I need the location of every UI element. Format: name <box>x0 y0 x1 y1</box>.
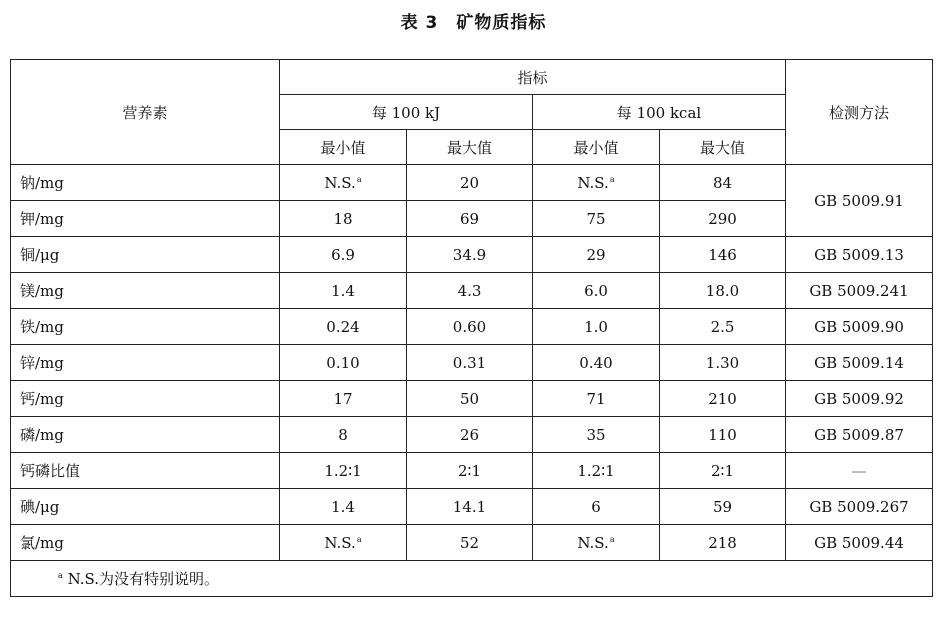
kcal-min-cell <box>533 273 660 309</box>
nutrient-header: 营养素 <box>11 60 280 165</box>
kj-min-cell <box>280 453 407 489</box>
kcal-min-cell-value: 71 <box>586 389 606 408</box>
kj-min-header: 最小值 <box>280 130 407 165</box>
kcal-max-cell <box>660 201 786 237</box>
kcal-max-cell <box>660 273 786 309</box>
table-row <box>11 525 933 561</box>
kcal-max-cell-value: 1.30 <box>705 353 740 372</box>
kcal-min-cell-value: N.S. <box>577 173 609 192</box>
kcal-max-cell-value: 84 <box>712 173 733 192</box>
footnote-marker: a <box>356 534 362 544</box>
kj-max-cell <box>407 309 533 345</box>
kj-max-cell <box>407 165 533 201</box>
table-row <box>11 453 933 489</box>
kj-min-cell-value: 8 <box>338 425 348 444</box>
method-header: 检测方法 <box>786 60 933 165</box>
kj-min-cell-value: 1.4 <box>331 497 355 516</box>
kj-max-cell-value: 4.3 <box>457 281 482 300</box>
kcal-max-cell <box>660 417 786 453</box>
kj-max-cell <box>407 201 533 237</box>
kcal-max-cell-value: 210 <box>708 389 737 408</box>
table-row <box>11 381 933 417</box>
method-cell: GB 5009.267 <box>786 489 933 525</box>
nutrient-name: 钙磷比值 <box>11 453 280 489</box>
kcal-min-cell-value: 35 <box>586 425 606 444</box>
kcal-min-cell <box>533 453 660 489</box>
kcal-max-cell-value: 146 <box>708 245 737 264</box>
mineral-indicator-table <box>10 59 933 597</box>
footnote-marker: a <box>609 174 615 184</box>
nutrient-name: 锌/mg <box>11 345 280 381</box>
kcal-min-cell-value: 6 <box>591 497 601 516</box>
kj-max-cell <box>407 381 533 417</box>
kj-min-cell <box>280 237 407 273</box>
per-100kj-header: 每 100 kJ <box>280 95 533 130</box>
kcal-min-cell <box>533 417 660 453</box>
kcal-min-cell <box>533 201 660 237</box>
kj-min-cell-value: 17 <box>333 389 353 408</box>
kcal-max-cell <box>660 237 786 273</box>
kcal-max-cell-value: 290 <box>708 209 737 228</box>
kj-max-cell <box>407 417 533 453</box>
kj-min-cell <box>280 417 407 453</box>
nutrient-name: 磷/mg <box>11 417 280 453</box>
nutrient-name: 碘/μg <box>11 489 280 525</box>
kcal-min-cell-value: 6.0 <box>584 281 608 300</box>
table-title: 表 3 矿物质指标 <box>400 13 547 33</box>
footnote-marker: a <box>609 534 615 544</box>
kj-min-cell <box>280 489 407 525</box>
table-row <box>11 309 933 345</box>
kj-max-cell-value: 26 <box>459 425 480 444</box>
kj-min-cell <box>280 273 407 309</box>
kj-max-header: 最大值 <box>407 130 533 165</box>
kcal-max-cell <box>660 489 786 525</box>
kj-max-cell <box>407 345 533 381</box>
kcal-min-cell <box>533 381 660 417</box>
kj-min-cell-value: N.S. <box>324 533 356 552</box>
kcal-min-cell <box>533 489 660 525</box>
nutrient-name: 镁/mg <box>11 273 280 309</box>
kj-min-cell <box>280 201 407 237</box>
kj-max-cell <box>407 489 533 525</box>
method-cell: GB 5009.87 <box>786 417 933 453</box>
kcal-max-cell-value: 59 <box>712 497 733 516</box>
nutrient-name: 钾/mg <box>11 201 280 237</box>
kcal-min-cell-value: 1.0 <box>584 317 608 336</box>
kcal-max-cell <box>660 525 786 561</box>
nutrient-name: 钙/mg <box>11 381 280 417</box>
kcal-min-cell <box>533 309 660 345</box>
kj-min-cell <box>280 345 407 381</box>
kj-max-cell <box>407 525 533 561</box>
kcal-max-cell <box>660 345 786 381</box>
kcal-min-cell <box>533 525 660 561</box>
kj-min-cell-value: 1.4 <box>331 281 355 300</box>
table-row <box>11 345 933 381</box>
nutrient-name: 铁/mg <box>11 309 280 345</box>
nutrient-name: 氯/mg <box>11 525 280 561</box>
kj-min-cell <box>280 165 407 201</box>
kcal-min-cell <box>533 237 660 273</box>
kcal-min-cell-value: 0.40 <box>579 353 613 372</box>
kcal-max-cell-value: 110 <box>708 425 737 444</box>
kcal-max-cell-value: 2∶1 <box>711 461 734 480</box>
kcal-max-cell-value: 18.0 <box>705 281 740 300</box>
kcal-max-header: 最大值 <box>660 130 786 165</box>
kj-max-cell-value: 34.9 <box>452 245 487 264</box>
kj-max-cell-value: 0.31 <box>452 353 487 372</box>
kj-max-cell <box>407 273 533 309</box>
kj-max-cell-value: 0.60 <box>452 317 487 336</box>
kcal-max-cell <box>660 309 786 345</box>
footnote-row <box>11 561 933 597</box>
kj-max-cell-value: 69 <box>459 209 480 228</box>
nutrient-name: 钠/mg <box>11 165 280 201</box>
footnote-marker: a <box>356 174 362 184</box>
kj-max-cell <box>407 453 533 489</box>
method-cell: GB 5009.92 <box>786 381 933 417</box>
kcal-max-cell <box>660 381 786 417</box>
kj-min-cell <box>280 525 407 561</box>
table-row <box>11 165 933 201</box>
table-row <box>11 273 933 309</box>
kcal-max-cell <box>660 453 786 489</box>
kcal-min-cell-value: 75 <box>586 209 606 228</box>
kcal-max-cell-value: 218 <box>708 533 737 552</box>
kj-min-cell-value: 18 <box>333 209 353 228</box>
table-row <box>11 237 933 273</box>
kcal-min-cell <box>533 345 660 381</box>
kcal-min-cell-value: N.S. <box>577 533 609 552</box>
kj-max-cell <box>407 237 533 273</box>
kj-min-cell <box>280 381 407 417</box>
kj-min-cell-value: 0.10 <box>326 353 360 372</box>
kj-min-cell-value: 6.9 <box>331 245 355 264</box>
table-row <box>11 489 933 525</box>
method-cell: GB 5009.91 <box>786 165 933 237</box>
method-cell: GB 5009.13 <box>786 237 933 273</box>
kj-max-cell-value: 20 <box>459 173 480 192</box>
method-cell: GB 5009.14 <box>786 345 933 381</box>
method-cell: GB 5009.241 <box>786 273 933 309</box>
kj-min-cell <box>280 309 407 345</box>
per-100kcal-header: 每 100 kcal <box>533 95 786 130</box>
kcal-max-cell-value: 2.5 <box>710 317 735 336</box>
method-cell: — <box>786 453 933 489</box>
indicator-header: 指标 <box>280 60 786 95</box>
footnote-marker: a <box>58 571 63 580</box>
kj-max-cell-value: 52 <box>459 533 480 552</box>
table-row <box>11 417 933 453</box>
kj-max-cell-value: 2∶1 <box>458 461 481 480</box>
nutrient-name: 铜/μg <box>11 237 280 273</box>
kj-max-cell-value: 50 <box>459 389 480 408</box>
footnote-cell <box>11 561 933 597</box>
kj-min-cell-value: N.S. <box>324 173 356 192</box>
kcal-max-cell <box>660 165 786 201</box>
footnote-text: N.S.为没有特别说明。 <box>67 570 220 588</box>
kcal-min-cell-value: 1.2∶1 <box>577 461 615 480</box>
kj-min-cell-value: 1.2∶1 <box>324 461 362 480</box>
kcal-min-cell-value: 29 <box>586 245 606 264</box>
method-cell: GB 5009.44 <box>786 525 933 561</box>
method-cell: GB 5009.90 <box>786 309 933 345</box>
header-row-1 <box>11 60 933 95</box>
kcal-min-header: 最小值 <box>533 130 660 165</box>
kj-max-cell-value: 14.1 <box>452 497 487 516</box>
kj-min-cell-value: 0.24 <box>326 317 360 336</box>
kcal-min-cell <box>533 165 660 201</box>
